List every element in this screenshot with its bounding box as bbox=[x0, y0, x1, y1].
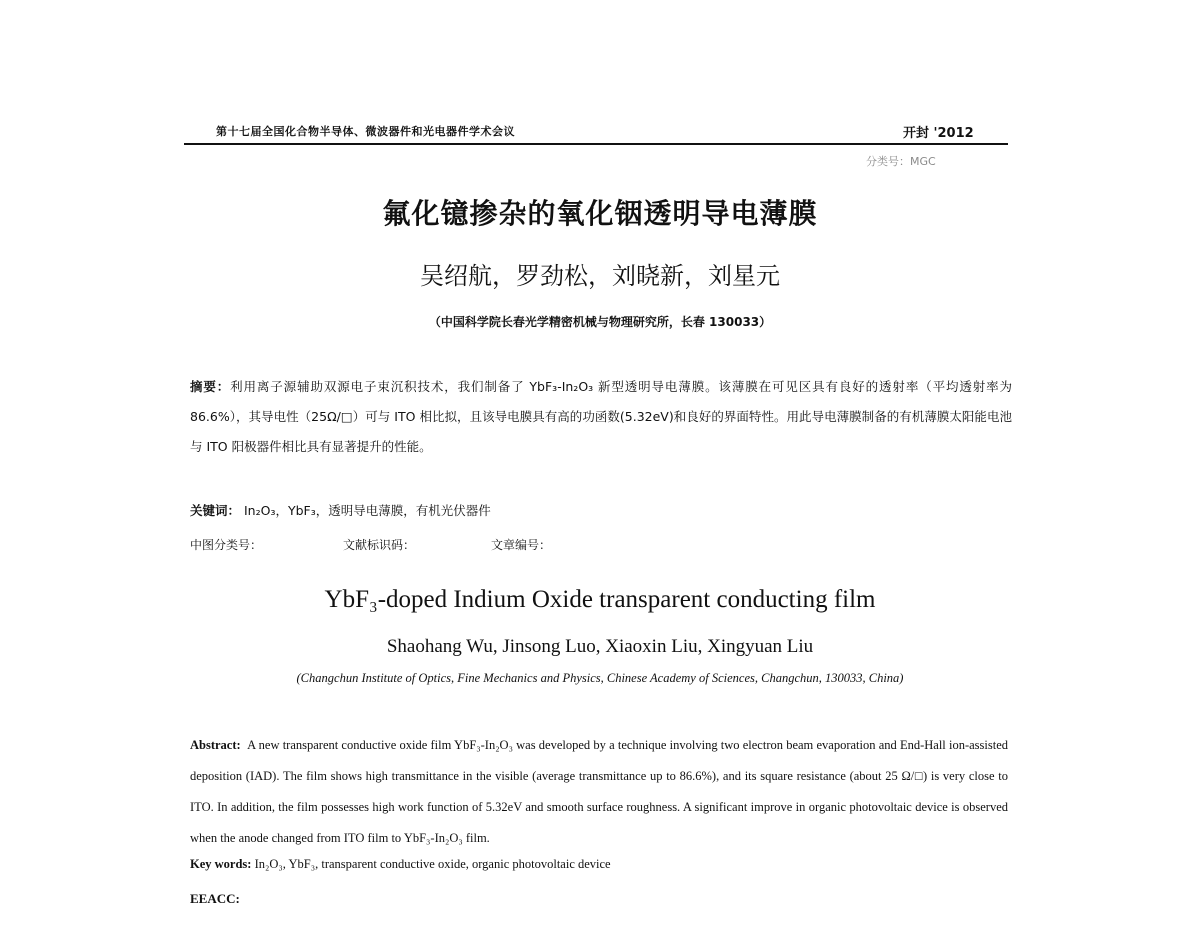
chinese-affiliation: （中国科学院长春光学精密机械与物理研究所，长春 130033） bbox=[428, 315, 772, 329]
chinese-keywords-label: 关键词： bbox=[190, 503, 241, 518]
doc-code-label: 文献标识码： bbox=[343, 538, 416, 552]
chinese-abstract bbox=[190, 372, 1012, 462]
english-keywords-label: Key words: bbox=[190, 857, 252, 871]
chinese-title: 氟化镱掺杂的氧化铟透明导电薄膜 bbox=[382, 197, 818, 230]
header-divider bbox=[184, 143, 1008, 145]
english-abstract-text: A new transparent conductive oxide film YbF₃-In₂O₃ was developed by a technique involving two electron beam evaporation and End-Hall ion-assisted deposition (IAD). The film shows high transmittance in the visible (average transmittance up to 86.6%), and its square resistance (about 25 Ω/□) is very close to ITO. In addition, the film possesses high work function of 5.32eV and smooth surface roughness. A significant improve in organic photovoltaic device is observed when the anode changed from ITO film to YbF₃-In₂O₃ film. bbox=[190, 738, 1008, 845]
english-abstract bbox=[190, 730, 1008, 854]
english-affiliation: (Changchun Institute of Optics, Fine Mechanics and Physics, Chinese Academy of Sciences, Changchun, 130033, China) bbox=[296, 671, 904, 685]
location-year: 开封 '2012 bbox=[903, 126, 974, 141]
english-abstract-label: Abstract: bbox=[190, 738, 241, 752]
chinese-abstract-label: 摘要： bbox=[190, 379, 231, 394]
english-title: YbF₃-doped Indium Oxide transparent conducting film bbox=[324, 586, 876, 613]
english-keywords bbox=[190, 857, 611, 872]
chinese-abstract-text: 利用离子源辅助双源电子束沉积技术，我们制备了 YbF₃-In₂O₃ 新型透明导电薄膜。该薄膜在可见区具有良好的透射率（平均透射率为 86.6%），其导电性（25Ω/□）可与 ITO 相比拟，且该导电膜具有高的功函数(5.32eV)和良好的界面特性。用此导电薄膜制备的有机薄膜太阳能电池与 ITO 阳极器件相比具有显著提升的性能。 bbox=[190, 379, 1012, 454]
clc-label: 中图分类号： bbox=[190, 538, 263, 552]
article-id-label: 文章编号： bbox=[491, 538, 552, 552]
chinese-keywords bbox=[190, 501, 491, 519]
eeacc-label: EEACC: bbox=[190, 891, 240, 906]
chinese-keywords-text: In₂O₃，YbF₃，透明导电薄膜，有机光伏器件 bbox=[244, 503, 491, 518]
conference-name: 第十七届全国化合物半导体、微波器件和光电器件学术会议 bbox=[216, 125, 515, 138]
english-keywords-text: In₂O₃, YbF₃, transparent conductive oxide, organic photovoltaic device bbox=[254, 857, 611, 871]
chinese-authors: 吴绍航，罗劲松，刘晓新，刘星元 bbox=[420, 262, 780, 290]
class-number: 分类号：MGC bbox=[866, 155, 936, 168]
english-authors: Shaohang Wu, Jinsong Luo, Xiaoxin Liu, Xingyuan Liu bbox=[386, 636, 814, 657]
